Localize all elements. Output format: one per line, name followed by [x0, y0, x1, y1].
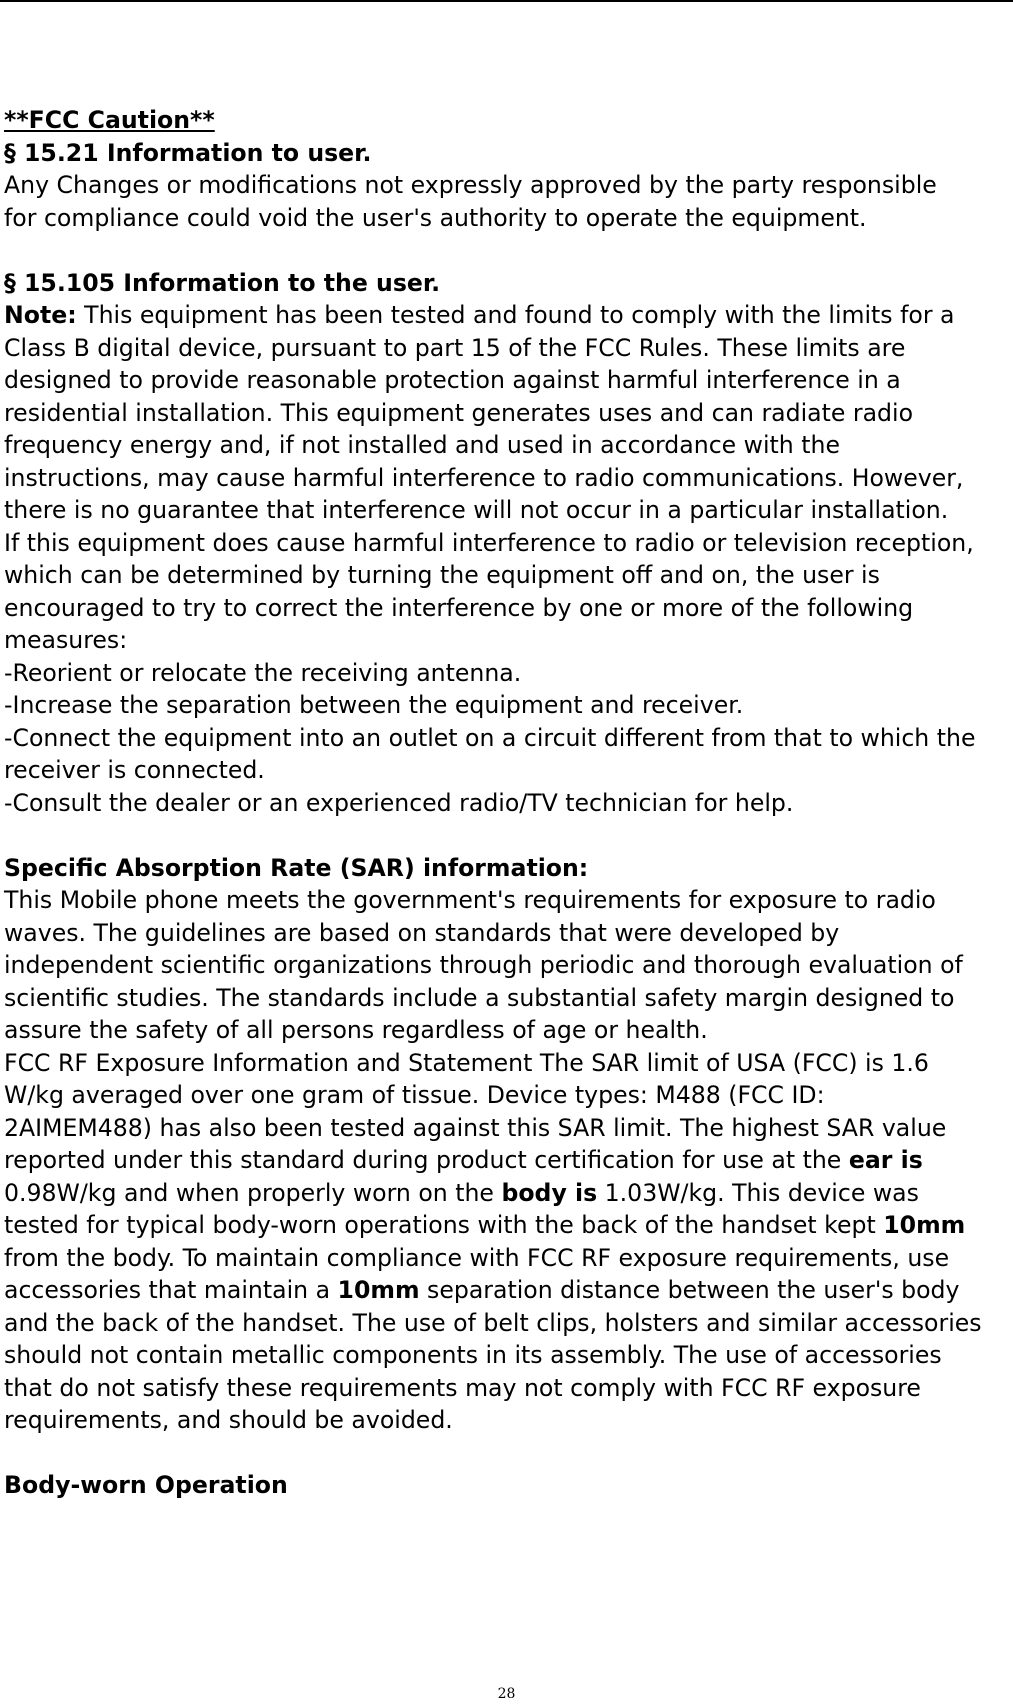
section-15-105-line: there is no guarantee that interference will not occur in a particular installation. — [4, 496, 949, 524]
note-line — [4, 299, 1008, 332]
fcc-caution-heading: **FCC Caution** — [4, 106, 215, 134]
spacer — [4, 234, 1008, 267]
sar-text: accessories that maintain a — [4, 1276, 338, 1304]
sar-line: W/kg averaged over one gram of tissue. Device types: M488 (FCC ID: — [4, 1081, 825, 1109]
measure-item: -Reorient or relocate the receiving antenna. — [4, 658, 522, 687]
body-worn-title: Body-worn Operation — [4, 1471, 288, 1499]
sar-line — [4, 1209, 1008, 1242]
sar-line: from the body. To maintain compliance with FCC RF exposure requirements, use — [4, 1243, 950, 1272]
sar-line — [4, 1177, 1008, 1210]
document-body — [4, 104, 1008, 1502]
note-label: Note: — [4, 301, 77, 329]
section-15-105-line: which can be determined by turning the equipment off and on, the user is — [4, 561, 880, 589]
section-15-105-line: If this equipment does cause harmful interference to radio or television reception, — [4, 528, 974, 557]
sar-line: that do not satisfy these requirements may not comply with FCC RF exposure — [4, 1373, 921, 1402]
measure-item: -Increase the separation between the equipment and receiver. — [4, 691, 744, 719]
section-15-21-title: § 15.21 Information to user. — [4, 138, 372, 167]
spacer — [4, 1437, 1008, 1470]
measure-item: -Connect the equipment into an outlet on a circuit different from that to which the — [4, 723, 976, 752]
sar-text: 0.98W/kg and when properly worn on the — [4, 1178, 502, 1207]
sar-line: scientific studies. The standards include a substantial safety margin designed to — [4, 983, 955, 1012]
sar-text: tested for typical body-worn operations with the back of the handset kept — [4, 1211, 884, 1239]
sar-line: assure the safety of all persons regardless of age or health. — [4, 1016, 708, 1044]
sar-text: separation distance between the user's body — [419, 1276, 960, 1304]
sar-bold: 10mm — [337, 1276, 420, 1304]
sar-line: FCC RF Exposure Information and Statement The SAR limit of USA (FCC) is 1.6 — [4, 1048, 929, 1077]
sar-bold: 10mm — [883, 1211, 966, 1239]
section-15-105-line: frequency energy and, if not installed and used in accordance with the — [4, 431, 840, 459]
sar-line: should not contain metallic components in its assembly. The use of accessories — [4, 1341, 942, 1369]
section-15-105-line: measures: — [4, 626, 128, 654]
sar-line: This Mobile phone meets the government's requirements for exposure to radio — [4, 886, 936, 914]
section-15-105-line: instructions, may cause harmful interference to radio communications. However, — [4, 463, 964, 492]
sar-bold: body is — [501, 1178, 598, 1207]
top-rule — [0, 0, 1013, 2]
section-15-105-line: Class B digital device, pursuant to part 15 of the FCC Rules. These limits are — [4, 333, 906, 362]
section-15-105-line: encouraged to try to correct the interference by one or more of the following — [4, 593, 914, 622]
sar-line: and the back of the handset. The use of belt clips, holsters and similar accessories — [4, 1308, 982, 1337]
section-15-21-line: Any Changes or modifications not expressly approved by the party responsible — [4, 171, 937, 199]
sar-line — [4, 1274, 1008, 1307]
measure-item: -Consult the dealer or an experienced radio/TV technician for help. — [4, 788, 794, 817]
sar-text: reported under this standard during product certification for use at the — [4, 1146, 849, 1174]
sar-line: waves. The guidelines are based on standards that were developed by — [4, 918, 840, 947]
spacer — [4, 819, 1008, 852]
section-15-105-line: residential installation. This equipment generates uses and can radiate radio — [4, 398, 914, 427]
sar-bold: ear is — [848, 1146, 923, 1174]
sar-title: Specific Absorption Rate (SAR) information: — [4, 853, 589, 882]
sar-line — [4, 1144, 1008, 1177]
page-number: 28 — [497, 1686, 516, 1702]
note-text: This equipment has been tested and found to comply with the limits for a — [76, 301, 955, 329]
section-15-105-title: § 15.105 Information to the user. — [4, 268, 441, 297]
sar-line: 2AIMEM488) has also been tested against this SAR limit. The highest SAR value — [4, 1113, 947, 1142]
sar-line: requirements, and should be avoided. — [4, 1406, 453, 1434]
sar-line: independent scientific organizations through periodic and thorough evaluation of — [4, 951, 963, 979]
section-15-105-line: designed to provide reasonable protection against harmful interference in a — [4, 366, 901, 394]
sar-text: 1.03W/kg. This device was — [597, 1178, 919, 1207]
measure-item: receiver is connected. — [4, 756, 265, 784]
section-15-21-line: for compliance could void the user's authority to operate the equipment. — [4, 203, 867, 232]
